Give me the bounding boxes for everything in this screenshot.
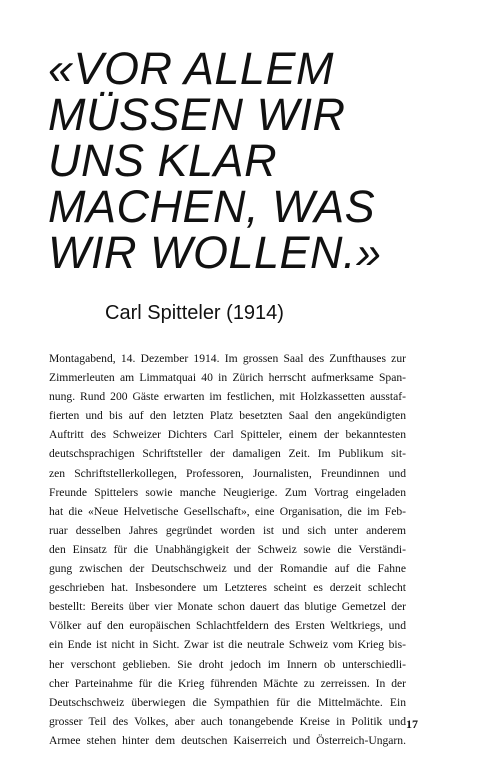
quote-attribution: Carl Spitteler (1914): [105, 302, 284, 324]
body-text: [49, 349, 406, 750]
body-line: fierten und bis auf den letzten Platz besetzten Saal den angekündigten: [49, 409, 406, 423]
body-line: ein Ende ist nicht in Sicht. Zwar ist die neutrale Schweiz vom Krieg bis-: [49, 638, 406, 652]
body-line: hat die «Neue Helvetische Gesellschaft», eine Organisation, die im Feb-: [49, 504, 406, 518]
body-line: geschrieben hat. Insbesondere um Letzteres scheint es derzeit schlecht: [49, 581, 406, 595]
body-line: Armee stehen hinter dem deutschen Kaiserreich und Österreich-Ungarn.: [49, 733, 406, 747]
quote-line: WIR WOLLEN.»: [48, 227, 382, 278]
body-line: Freunde Spittelers sowie manche Neugierige. Zum Vortrag eingeladen: [49, 485, 406, 499]
body-line: Zimmerleuten am Limmatquai 40 in Zürich herrscht aufmerksame Span-: [49, 371, 406, 385]
body-line: deutschsprachigen Schriftsteller der damaligen Zeit. Im Publikum sit-: [49, 447, 406, 461]
body-line: her verschont geblieben. Sie droht jedoch im Innern ob unterschiedli-: [49, 657, 406, 671]
chapter-quote: [48, 43, 478, 278]
body-line: Deutschschweiz überwiegen die Sympathien für die Mittelmächte. Ein: [49, 695, 406, 709]
body-line: cher Parteinahme für die Krieg führenden Mächte zu zerreissen. In der: [49, 676, 406, 690]
body-line: nung. Rund 200 Gäste erwarten im festlichen, mit Holzkassetten ausstaf-: [49, 390, 406, 404]
body-line: ruar desselben Jahres gegründet worden ist und sich unter anderem: [49, 523, 406, 537]
body-line: Völker auf den europäischen Schlachtfeldern des Ersten Weltkriegs, und: [49, 619, 406, 633]
body-line: gung zwischen der Deutschschweiz und der Romandie auf die Fahne: [49, 562, 406, 576]
quote-line: MACHEN, WAS: [48, 181, 376, 232]
body-line: den Einsatz für die Unabhängigkeit der Schweiz sowie die Verständi-: [49, 542, 406, 556]
body-line: zen Schriftstellerkollegen, Professoren, Journalisten, Freundinnen und: [49, 466, 406, 480]
quote-line: UNS KLAR: [48, 135, 278, 186]
body-line: grosser Teil des Volkes, aber auch tonangebende Kreise in Politik und: [49, 714, 406, 728]
quote-line: «VOR ALLEM: [48, 43, 334, 94]
quote-line: MÜSSEN WIR: [48, 89, 346, 140]
body-line: Auftritt des Schweizer Dichters Carl Spitteler, einem der bekanntesten: [49, 428, 406, 442]
body-line: Montagabend, 14. Dezember 1914. Im grossen Saal des Zunfthauses zur: [49, 352, 406, 365]
page-number: 17: [406, 717, 418, 731]
body-line: bestellt: Bereits über vier Monate schon dauert das blutige Gemetzel der: [49, 600, 406, 614]
